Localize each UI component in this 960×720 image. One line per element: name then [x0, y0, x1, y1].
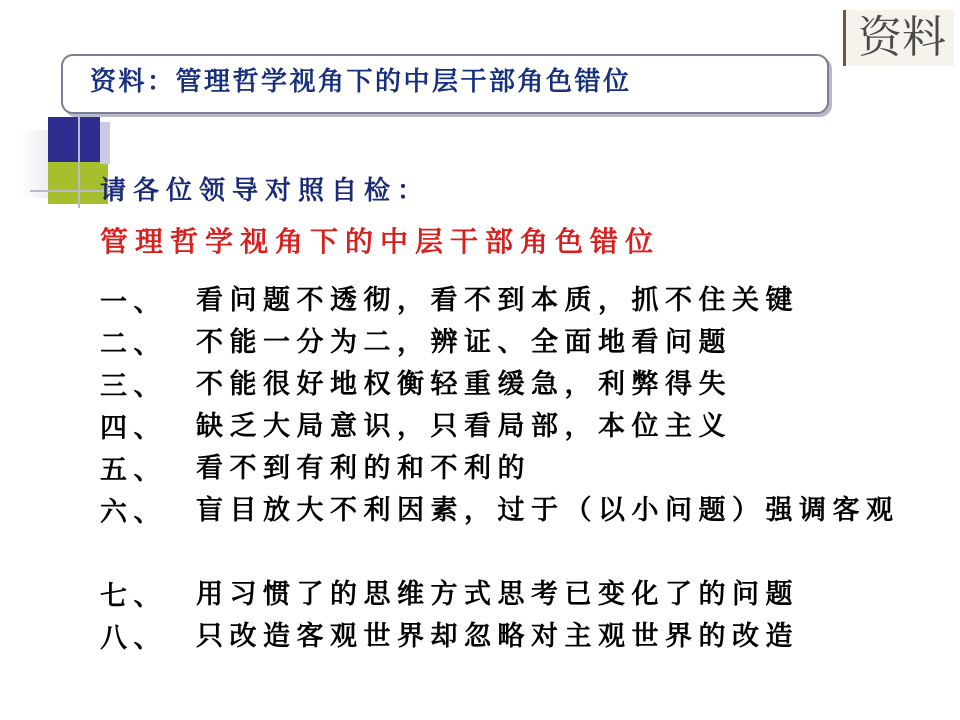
- item-number: 一、: [100, 287, 167, 318]
- slide-title: 资料：管理哲学视角下的中层干部角色错位: [90, 67, 632, 97]
- lead-text: 请各位领导对照自检：: [100, 176, 431, 206]
- item-text: 盲目放大不利因素，过于（以小问题）强调客观: [196, 495, 900, 526]
- item-number: 七、: [100, 581, 167, 612]
- item-text: 看不到有利的和不利的: [196, 453, 531, 484]
- item-text: 不能一分为二，辨证、全面地看问题: [196, 327, 732, 358]
- item-text: 用习惯了的思维方式思考已变化了的问题: [196, 579, 799, 610]
- resource-tag: 资料: [843, 10, 954, 66]
- item-number: 五、: [100, 455, 167, 486]
- item-text: 缺乏大局意识，只看局部，本位主义: [196, 411, 732, 442]
- item-number: 四、: [100, 413, 167, 444]
- decorative-light-strip: [100, 122, 110, 164]
- subtitle: 管理哲学视角下的中层干部角色错位: [100, 225, 661, 258]
- item-number: 二、: [100, 329, 167, 360]
- item-number: 八、: [100, 623, 167, 654]
- item-text: 看问题不透彻，看不到本质，抓不住关键: [196, 285, 799, 316]
- item-number: 六、: [100, 497, 167, 528]
- item-text: 只改造客观世界却忽略对主观世界的改造: [196, 621, 799, 652]
- item-number: 三、: [100, 371, 167, 402]
- item-text: 不能很好地权衡轻重缓急，利弊得失: [196, 369, 732, 400]
- decorative-vertical-line: [78, 108, 80, 208]
